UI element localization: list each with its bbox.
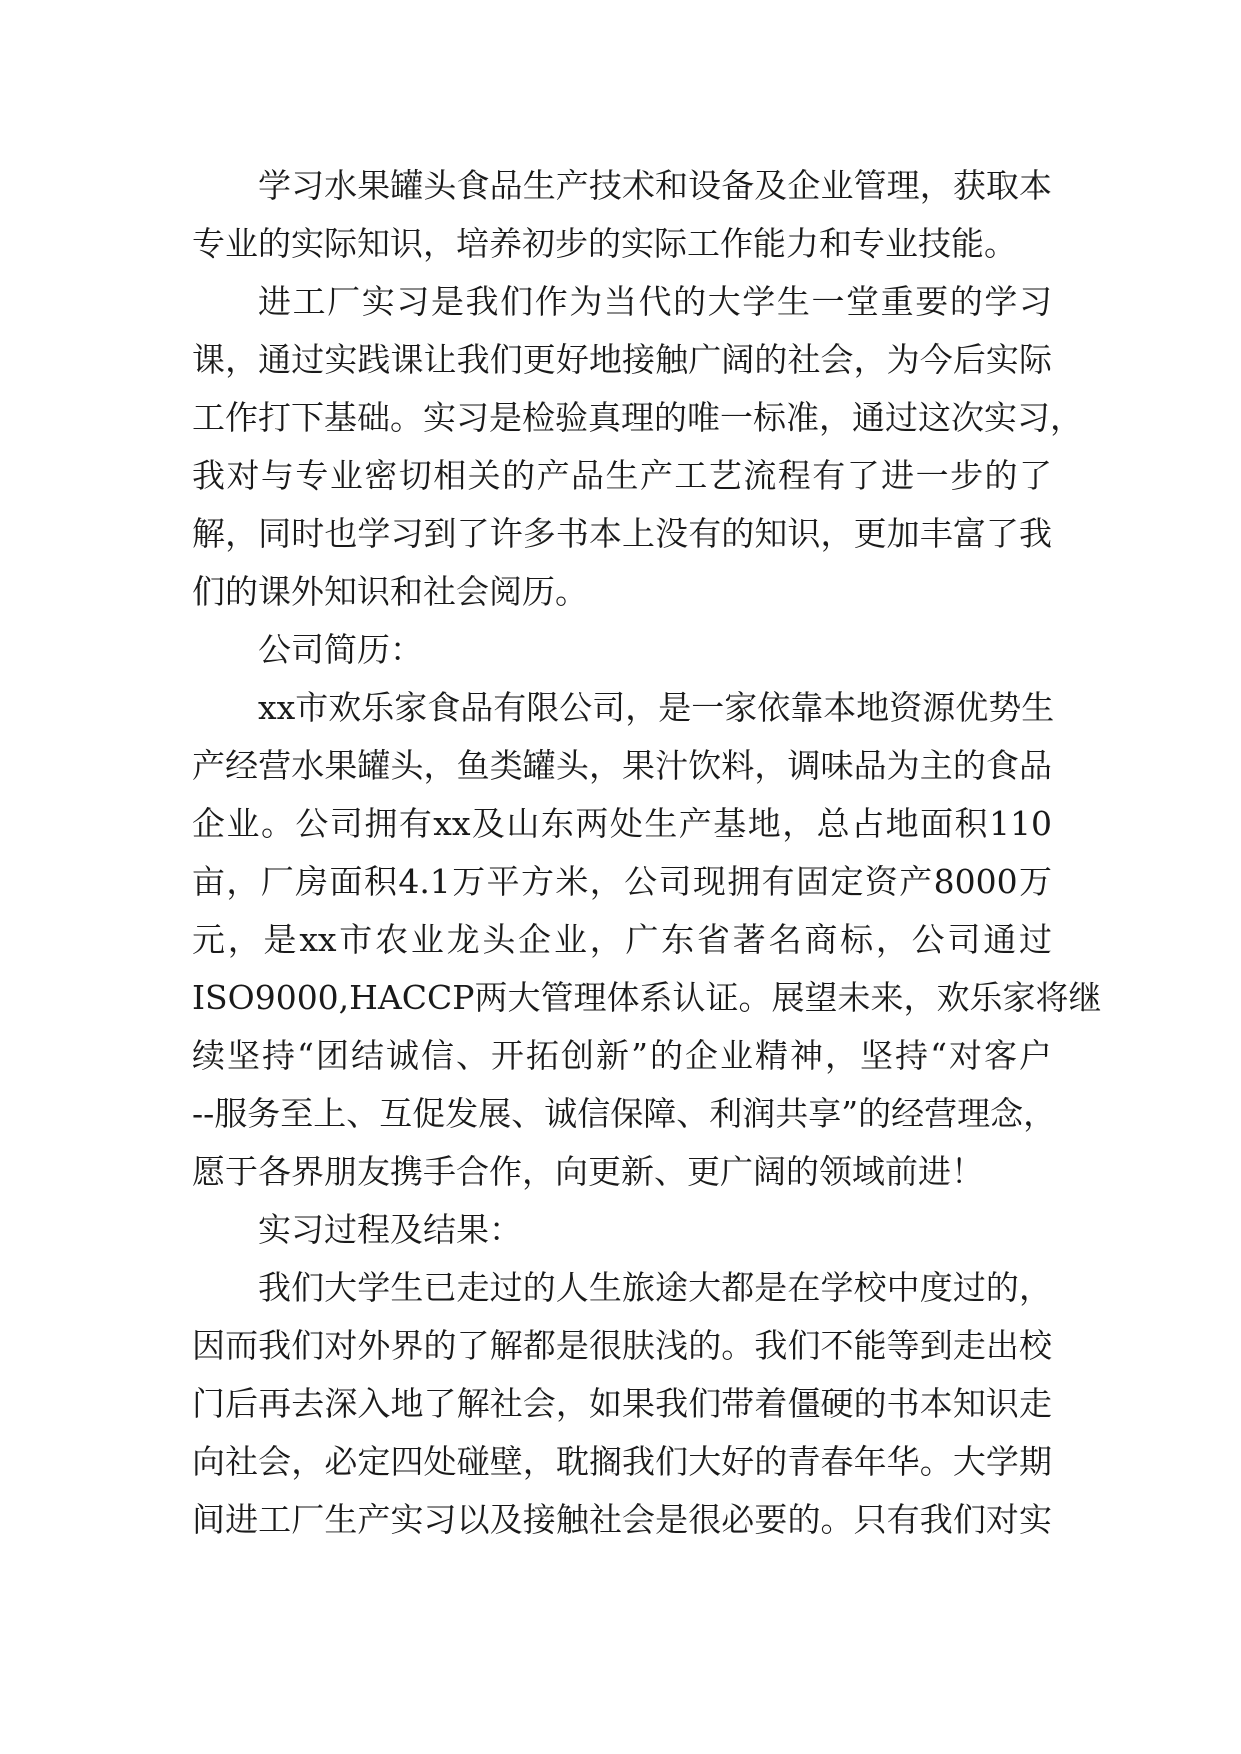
text-line: 亩，厂房面积4.1万平方米，公司现拥有固定资产8000万 [192,862,1052,901]
text-line: 续坚持“团结诚信、开拓创新”的企业精神，坚持“对客户 [192,1036,1052,1075]
text-line: 产经营水果罐头，鱼类罐头，果汁饮料，调味品为主的食品 [192,746,1052,785]
text-line: --服务至上、互促发展、诚信保障、利润共享”的经营理念， [192,1094,1057,1133]
text-line: 门后再去深入地了解社会，如果我们带着僵硬的书本知识走 [192,1384,1052,1423]
section-heading: 实习过程及结果： [258,1210,522,1249]
text-line: 们的课外知识和社会阅历。 [192,572,588,611]
text-line: 我们大学生已走过的人生旅途大都是在学校中度过的， [258,1268,1052,1307]
text-line: 学习水果罐头食品生产技术和设备及企业管理，获取本 [258,166,1052,205]
text-line: ISO9000,HACCP两大管理体系认证。展望未来，欢乐家将继 [192,978,1102,1017]
text-line: 向社会，必定四处碰壁，耽搁我们大好的青春年华。大学期 [192,1442,1052,1481]
text-line: 因而我们对外界的了解都是很肤浅的。我们不能等到走出校 [192,1326,1052,1365]
text-line: 课，通过实践课让我们更好地接触广阔的社会，为今后实际 [192,340,1052,379]
text-line: xx市欢乐家食品有限公司，是一家依靠本地资源优势生 [258,688,1055,727]
section-heading: 公司简历： [258,630,423,669]
text-line: 进工厂实习是我们作为当代的大学生一堂重要的学习 [258,282,1052,321]
text-line: 解，同时也学习到了许多书本上没有的知识，更加丰富了我 [192,514,1052,553]
document-body [192,157,1102,1549]
text-line: 间进工厂生产实习以及接触社会是很必要的。只有我们对实 [192,1500,1052,1539]
text-line: 专业的实际知识，培养初步的实际工作能力和专业技能。 [192,224,1017,263]
text-line: 元，是xx市农业龙头企业，广东省著名商标，公司通过 [192,920,1052,959]
text-line: 企业。公司拥有xx及山东两处生产基地，总占地面积110 [192,804,1052,843]
text-line: 工作打下基础。实习是检验真理的唯一标准，通过这次实习， [192,398,1083,437]
text-line: 我对与专业密切相关的产品生产工艺流程有了进一步的了 [192,456,1052,495]
text-line: 愿于各界朋友携手合作，向更新、更广阔的领域前进！ [192,1152,984,1191]
